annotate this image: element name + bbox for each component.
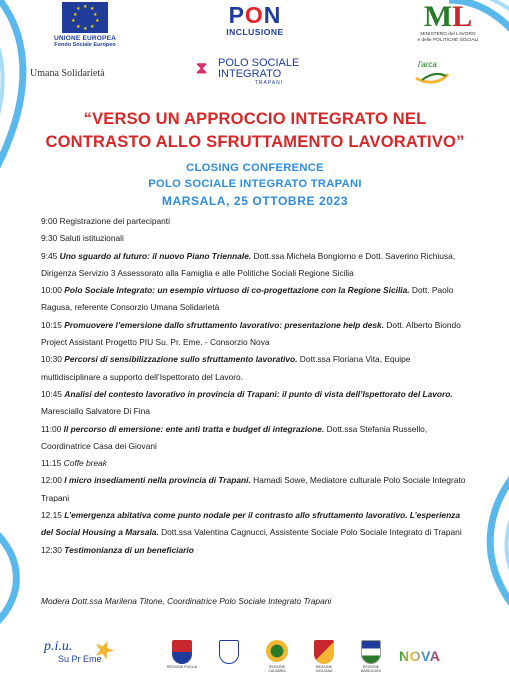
puglia-crest-icon	[172, 640, 192, 664]
program-title: Polo Sociale Integrato: un esempio virtuoso di co-progettazione con la Regione Sicilia.	[64, 285, 410, 296]
ministry-mark-icon: ML	[423, 0, 473, 33]
program-item	[41, 230, 469, 247]
organizer-label: POLO SOCIALE INTEGRATO TRAPANI	[148, 178, 362, 190]
program-time: 10:30	[41, 354, 62, 365]
pon-wordmark	[215, 3, 295, 27]
program-item	[41, 248, 469, 283]
program-title: I micro insediamenti nella provincia di Trapani.	[64, 475, 251, 486]
program-time: 9:00	[41, 216, 58, 226]
program-speaker: Dott.ssa Floriana Vita, Equipe multidisciplinare a supporto dell’Ispettorato del Lavoro.	[41, 354, 411, 382]
program-title: Testimonianza di un beneficiario	[64, 544, 194, 555]
program-item	[41, 386, 469, 421]
pon-letter-p: P	[228, 2, 245, 28]
program-title: L’emergenza abitativa come punto nodale per il contrasto allo sfruttamento lavorativo. L’esperienza del Social Housing a Marsala.	[41, 510, 461, 538]
polo-line2: INTEGRATO	[218, 68, 282, 80]
program-time: 12.15	[41, 510, 62, 521]
program-item	[41, 507, 469, 542]
program-speaker: Hamadi Sowe, Mediatore culturale Polo Sociale Integrato Trapani	[41, 475, 466, 503]
region-label-3: REGIONE CALABRIA	[268, 665, 286, 673]
program-time: 12:00	[41, 475, 62, 486]
program-item	[41, 282, 469, 317]
eu-logo	[40, 2, 130, 48]
nova-logo	[399, 648, 440, 664]
program-title: Il percorso di emersione: ente anti tratta e budget di integrazione.	[63, 423, 325, 434]
program-title: Promuovere l’emersione dallo sfruttamento lavorativo: presentazione help desk.	[64, 319, 385, 330]
piu-supreme-logo	[44, 640, 124, 664]
program-item	[41, 421, 469, 456]
polo-sub: TRAPANI	[254, 80, 284, 86]
sicilia-crest-icon	[314, 640, 334, 664]
place-date-label: MARSALA, 25 OTTOBRE 2023	[161, 194, 349, 208]
program-break: Coffe break	[63, 458, 107, 469]
program-time: 10:15	[41, 319, 62, 330]
program-title: Percorsi di sensibilizzazione sullo sfruttamento lavorativo.	[64, 354, 298, 365]
program-speaker: Dott.ssa Michela Bongiorno e Dott. Saverino Richiusa, Dirigenza Servizio 3 Assessorato alla Famiglia e alle Politiche Sociali Regione Sicilia	[41, 250, 456, 278]
polo-sociale-logo	[196, 58, 320, 86]
eu-label: UNIONE EUROPEA	[53, 35, 117, 42]
piu-title: p.i.u.	[44, 639, 73, 654]
umana-label: Umana Solidarietà	[30, 68, 105, 79]
event-title	[30, 108, 480, 154]
region-label-4: REGIONE SICILIANA	[315, 665, 333, 673]
title-line-2: CONTRASTO ALLO SFRUTTAMENTO LAVORATIVO”	[45, 133, 465, 151]
program-time: 11:15	[41, 458, 62, 469]
umana-solidarieta-logo	[30, 68, 150, 79]
program-speaker: Saluti istituzionali	[59, 233, 124, 244]
program-list	[41, 213, 469, 559]
eu-flag-icon: ★ ★ ★ ★ ★ ★ ★ ★ ★ ★	[62, 2, 108, 33]
pon-letter-n: N	[263, 2, 282, 28]
program-title: Uno sguardo al futuro: il nuovo Piano Triennale.	[59, 250, 252, 261]
program-item	[41, 472, 469, 507]
program-speaker: Dott. Alberto Biondo Project Assistant Progetto PIU Su. Pr. Eme. - Consorzio Nova	[41, 319, 461, 348]
program-time: 11:00	[41, 423, 62, 434]
pon-letter-o: O	[244, 2, 264, 28]
program-speaker: Maresciallo Salvatore Di Fina	[41, 406, 150, 417]
pon-subtitle: INCLUSIONE	[226, 27, 284, 37]
program-speaker: Dott.ssa Valentina Cagnucci, Assistente Sociale Polo Sociale Integrato di Trapani	[161, 527, 462, 538]
region-label-1: REGIONE PUGLIA	[167, 665, 197, 669]
conference-label: CLOSING CONFERENCE	[186, 162, 324, 174]
program-time: 12:30	[41, 544, 62, 555]
pon-inclusione-logo	[215, 3, 295, 37]
footer-logos	[0, 634, 509, 675]
region-label-5: REGIONE BASILICATA	[361, 665, 381, 673]
eu-fund-label: Fondo Sociale Europeo	[54, 42, 116, 48]
basilicata-crest-icon	[361, 640, 381, 664]
program-item	[41, 455, 469, 472]
program-time: 9:30	[41, 233, 58, 244]
moderator-line: Modera Dott.ssa Marilena Titone, Coordinatrice Polo Sociale Integrato Trapani	[41, 596, 332, 606]
program-item	[41, 542, 469, 559]
ministry-line2: e delle POLITICHE SOCIALI	[417, 38, 479, 43]
ministry-line1: MINISTERO del LAVORO	[420, 32, 476, 37]
program-speaker: Registrazione dei partecipanti	[59, 216, 170, 226]
program-item	[41, 317, 469, 352]
program-item	[41, 351, 469, 386]
polo-plus-icon: ⧗	[196, 60, 208, 77]
program-time: 9:45	[41, 250, 58, 261]
program-time: 10:00	[41, 285, 62, 296]
campania-crest-icon	[219, 640, 239, 664]
arca-label: l'arca	[418, 60, 437, 69]
program-speaker: Dott.ssa Stefania Russello, Coordinatrice Casa dei Giovani	[41, 423, 428, 451]
arca-logo	[412, 60, 452, 86]
program-time: 10:45	[41, 388, 62, 399]
program-speaker: Dott. Paolo Ragusa, referente Consorzio Umana Solidarietà	[41, 285, 454, 313]
ministry-logo	[392, 2, 504, 44]
piu-sub: Su Pr Eme	[58, 654, 102, 664]
title-line-1: “VERSO UN APPROCCIO INTEGRATO NEL	[83, 110, 427, 128]
program-title: Analisi del contesto lavorativo in provincia di Trapani: il punto di vista dell’Ispettorato del Lavoro.	[64, 388, 453, 399]
nova-label: NOVA	[399, 648, 441, 664]
program-item	[41, 213, 469, 230]
calabria-crest-icon	[266, 640, 288, 662]
polo-line1: POLO SOCIALE	[218, 57, 300, 69]
